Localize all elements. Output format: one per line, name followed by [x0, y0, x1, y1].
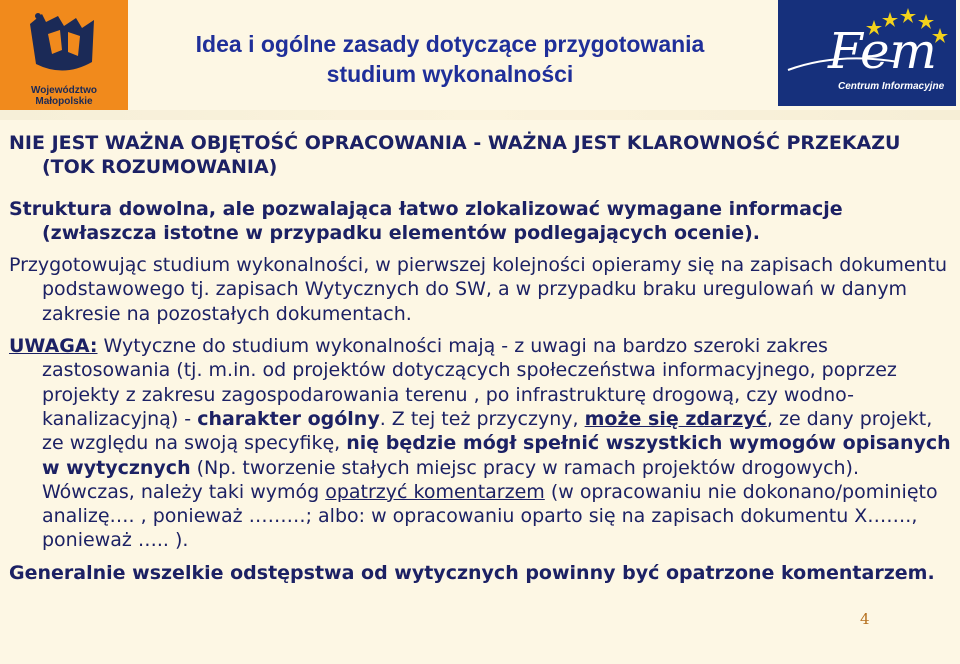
paragraph-main-rule: NIE JEST WAŻNA OBJĘTOŚĆ OPRACOWANIA - WAŻNA JEST KLAROWNOŚĆ PRZEKAZU (TOK ROZUMOWANIA) [9, 132, 901, 179]
slide-title [140, 29, 760, 89]
malopolska-logo [0, 0, 128, 110]
warning-text-2: . Z tej też przyczyny, [379, 407, 585, 430]
paragraph-preparation: Przygotowując studium wykonalności, w pierwszej kolejności opieramy się na zapisach dokumentu podstawowego tj. zapisach Wytycznych do SW, a w przypadku braku uregulowań w danym zakresie na pozostałych dokumentach. [9, 254, 948, 325]
warning-text-4: (Np. tworzenie stałych miejsc pracy w ramach projektów drogowych). Wówczas, należy taki wymóg [42, 456, 860, 503]
warning-text-5: (w opracowaniu nie dokonano/pominięto analizę…. , ponieważ ………; albo: w opracowaniu oparto się na zapisach dokumentu X……., ponieważ ….. ). [42, 480, 938, 552]
malopolska-crest-icon [22, 10, 106, 80]
warning-bold-underline: może się zdarzyć [584, 407, 767, 430]
warning-text-3: , ze dany projekt, ze względu na swoją specyfikę, [42, 407, 933, 455]
fem-subtitle: Centrum Informacyjne [838, 81, 945, 92]
logo-line-2: Małopolskie [35, 96, 93, 107]
header-divider [0, 110, 960, 120]
warning-underline: opatrzyć komentarzem [325, 480, 545, 503]
slide-body [9, 131, 954, 585]
fem-logo [778, 0, 956, 106]
warning-label: UWAGA: [9, 335, 98, 358]
warning-bold-1: charakter ogólny [197, 407, 380, 430]
page-number: 4 [860, 610, 870, 628]
fem-brand: Fem [828, 22, 937, 80]
title-line-2: studium wykonalności [326, 61, 574, 87]
warning-bold-2: nię będzie mógł spełnić wszystkich wymogów opisanych w wytycznych [42, 432, 951, 479]
paragraph-warning [9, 334, 954, 553]
title-line-1: Idea i ogólne zasady dotyczące przygotowania [195, 31, 705, 57]
slide-header [0, 0, 960, 110]
warning-text-1: Wytyczne do studium wykonalności mają - z uwagi na bardzo szeroki zakres zastosowania (tj. m.in. od projektów dotyczących społeczeństwa informacyjnego, poprzez projekty z zakresu zagospodarowania terenu , po infrastrukturę drogową, czy wodno-kanalizacyjną) - [42, 335, 897, 430]
paragraph-conclusion: Generalnie wszelkie odstępstwa od wytycznych powinny być opatrzone komentarzem. [9, 561, 935, 584]
logo-line-1: Województwo [31, 85, 97, 96]
paragraph-structure: Struktura dowolna, ale pozwalająca łatwo zlokalizować wymagane informacje (zwłaszcza istotne w przypadku elementów podlegających ocenie). [9, 197, 843, 244]
